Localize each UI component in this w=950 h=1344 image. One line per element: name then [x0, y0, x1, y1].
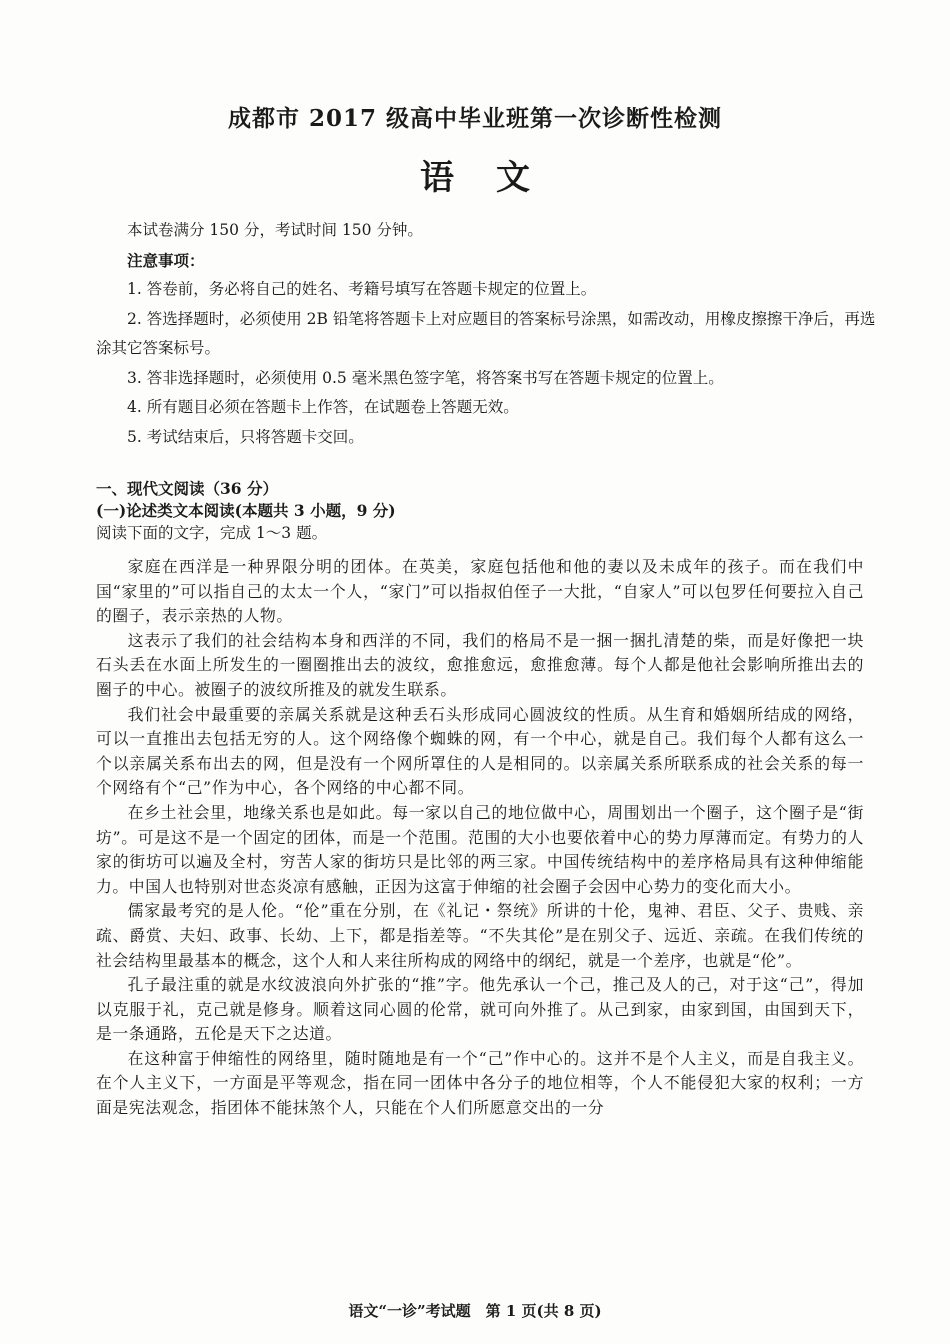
passage-paragraph: 儒家最考究的是人伦。“伦”重在分别，在《礼记・祭统》所讲的十伦，鬼神、君臣、父子、贵贱、亲疏、爵赏、夫妇、政事、长幼、上下，都是指差等。“不失其伦”是在别父子、远近、亲疏。在我们传统的社会结构里最基本的概念，这个人和人来往所构成的网络中的纲纪，就是一个差序，也就是“伦”。: [96, 901, 864, 970]
notice-item: 4. 所有题目必须在答题卡上作答，在试题卷上答题无效。: [127, 398, 519, 416]
notice-item: 3. 答非选择题时，必须使用 0.5 毫米黑色签字笔，将答案书写在答题卡规定的位置上。: [127, 368, 724, 387]
section-instruction: 阅读下面的文字，完成 1～3 题。: [96, 524, 328, 542]
notice-item: 5. 考试结束后，只将答题卡交回。: [127, 427, 364, 446]
notice-item: 2. 答选择题时，必须使用 2B 铅笔将答题卡上对应题目的答案标号涂黑，如需改动，用橡皮擦擦干净后，再选涂其它答案标号。: [96, 309, 876, 357]
passage-paragraph: 在乡土社会里，地缘关系也是如此。每一家以自己的地位做中心，周围划出一个圈子，这个圈子是“街坊”。可是这不是一个固定的团体，而是一个范围。范围的大小也要依着中心的势力厚薄而定。有势力的人家的街坊可以遍及全村，穷苦人家的街坊只是比邻的两三家。中国传统结构中的差序格局具有这种伸缩能力。中国人也特别对世态炎凉有感触，正因为这富于伸缩的社会圈子会因中心势力的变化而大小。: [96, 802, 864, 896]
section-subheading: (一)论述类文本阅读(本题共 3 小题，9 分): [96, 501, 396, 520]
passage-paragraph: 在这种富于伸缩性的网络里，随时随地是有一个“己”作中心的。这并不是个人主义，而是自我主义。在个人主义下，一方面是平等观念，指在同一团体中各分子的地位相等，个人不能侵犯大家的权利；一方面是宪法观念，指团体不能抹煞个人，只能在个人们所愿意交出的一分: [96, 1048, 864, 1118]
passage-paragraph: 孔子最注重的就是水纹波浪向外扩张的“推”字。他先承认一个己，推己及人的己，对于这“己”，得加以克服于礼，克己就是修身。顺着这同心圆的伦常，就可向外推了。从己到家，由家到国，由国到天下，是一条通路，五伦是天下之达道。: [96, 975, 864, 1044]
section-header: [96, 478, 866, 544]
section-heading: 一、现代文阅读（36 分）: [96, 479, 278, 498]
subject-heading: 语文: [420, 158, 572, 198]
notice-title: 注意事项：: [127, 250, 205, 270]
exam-info: 本试卷满分 150 分，考试时间 150 分钟。: [127, 221, 423, 239]
exam-instructions: [96, 216, 876, 452]
page-footer: 语文“一诊”考试题 第 1 页(共 8 页): [348, 1302, 602, 1320]
notice-item: 1. 答卷前，务必将自己的姓名、考籍号填写在答题卡规定的位置上。: [127, 280, 597, 298]
reading-passage: [96, 555, 864, 1121]
passage-paragraph: 我们社会中最重要的亲属关系就是这种丢石头形成同心圆波纹的性质。从生育和婚姻所结成的网络，可以一直推出去包括无穷的人。这个网络像个蜘蛛的网，有一个中心，就是自己。我们每个人都有这么一个以亲属关系布出去的网，但是没有一个网所罩住的人是相同的。以亲属关系所联系成的社会关系的每一个网络有个“己”作为中心，各个网络的中心都不同。: [96, 704, 864, 798]
passage-paragraph: 家庭在西洋是一种界限分明的团体。在英美，家庭包括他和他的妻以及未成年的孩子。而在我们中国“家里的”可以指自己的太太一个人，“家门”可以指叔伯侄子一大批，“自家人”可以包罗任何要拉入自己的圈子，表示亲热的人物。: [96, 557, 864, 626]
exam-title: 成都市 2017 级高中毕业班第一次诊断性检测: [227, 105, 723, 132]
passage-paragraph: 这表示了我们的社会结构本身和西洋的不同，我们的格局不是一捆一捆扎清楚的柴，而是好像把一块石头丢在水面上所发生的一圈圈推出去的波纹，愈推愈远，愈推愈薄。每个人都是他社会影响所推出去的圈子的中心。被圈子的波纹所推及的就发生联系。: [96, 630, 864, 699]
